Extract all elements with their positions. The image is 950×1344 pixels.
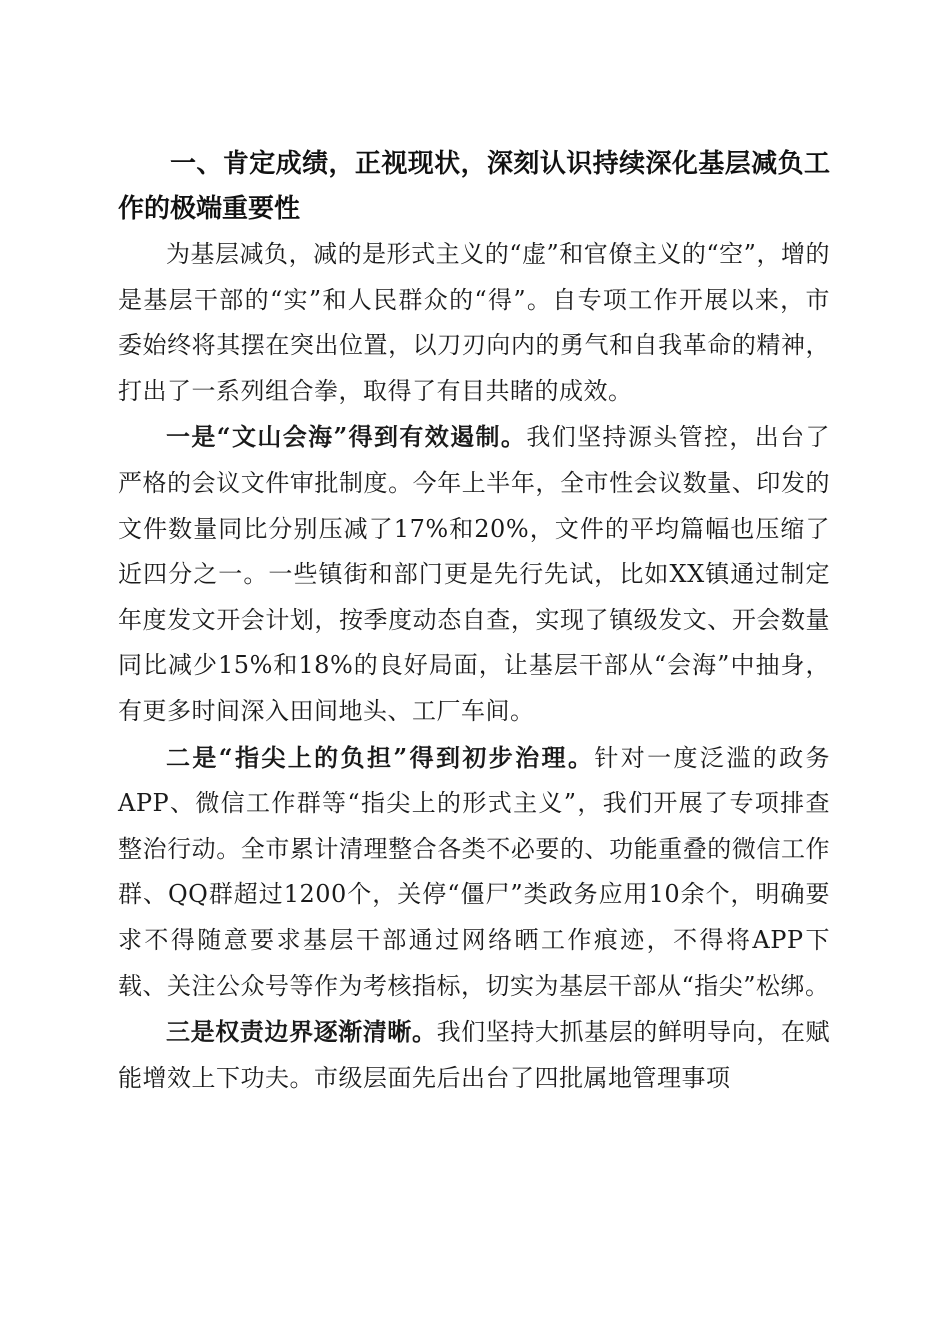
point-body-1: 我们坚持源头管控，出台了严格的会议文件审批制度。今年上半年，全市性会议数量、印发的文件数量同比分别压减了17%和20%，文件的平均篇幅也压缩了近四分之一。一些镇街和部门更是先行先试，比如XX镇通过制定年度发文开会计划，按季度动态自查，实现了镇级发文、开会数量同比减少15%和18%的良好局面，让基层干部从“会海”中抽身，有更多时间深入田间地头、工厂车间。 xyxy=(118,423,831,725)
section-heading: 一、肯定成绩，正视现状，深刻认识持续深化基层减负工作的极端重要性 xyxy=(118,149,830,224)
point-body-3: 我们坚持大抓基层的鲜明导向，在赋能增效上下功夫。市级层面先后出台了四批属地管理事项 xyxy=(118,1018,831,1092)
point-lead-1: 一是“文山会海”得到有效遏制。 xyxy=(166,422,527,452)
point-paragraph-3 xyxy=(118,1009,830,1101)
point-lead-3: 三是权责边界逐渐清晰。 xyxy=(166,1017,437,1047)
point-body-2: 针对一度泛滥的政务APP、微信工作群等“指尖上的形式主义”，我们开展了专项排查整治行动。全市累计清理整合各类不必要的、功能重叠的微信工作群、QQ群超过1200个，关停“僵尸”类政务应用10余个，明确要求不得随意要求基层干部通过网络晒工作痕迹，不得将APP下载、关注公众号等作为考核指标，切实为基层干部从“指尖”松绑。 xyxy=(118,743,831,1000)
document-body xyxy=(118,142,830,1101)
intro-paragraph: 为基层减负，减的是形式主义的“虚”和官僚主义的“空”，增的是基层干部的“实”和人民群众的“得”。自专项工作开展以来，市委始终将其摆在突出位置，以刀刃向内的勇气和自我革命的精神，打出了一系列组合拳，取得了有目共睹的成效。 xyxy=(118,240,830,405)
point-lead-2: 二是“指尖上的负担”得到初步治理。 xyxy=(166,742,595,772)
point-paragraph-2 xyxy=(118,735,830,1010)
point-paragraph-1 xyxy=(118,414,830,734)
